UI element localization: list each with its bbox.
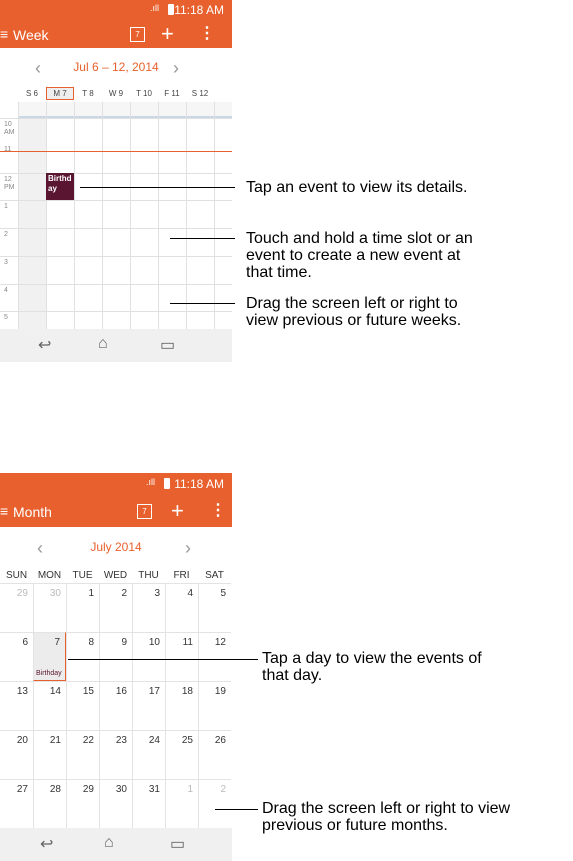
grid-line — [0, 256, 232, 257]
day-number: 25 — [181, 735, 193, 746]
day-cell[interactable] — [99, 583, 132, 632]
more-vert-icon[interactable]: ⋮ — [199, 25, 215, 42]
home-icon[interactable]: ⌂ — [98, 335, 108, 352]
day-number: 30 — [115, 784, 127, 795]
weekday-label: WED — [103, 570, 128, 581]
day-header[interactable]: T 10 — [136, 89, 152, 98]
current-time-line — [0, 151, 232, 152]
prev-chevron-icon[interactable]: ‹ — [35, 58, 41, 78]
day-number: 31 — [148, 784, 160, 795]
day-cell[interactable] — [0, 583, 33, 632]
day-cell[interactable] — [132, 730, 165, 779]
menu-icon[interactable]: ≡ — [0, 26, 9, 42]
day-cell[interactable] — [33, 779, 66, 828]
grid-line — [46, 102, 47, 332]
day-number: 13 — [16, 686, 28, 697]
hour-label: 5 — [4, 314, 8, 321]
event-birthday[interactable] — [46, 173, 74, 200]
callout-leader — [68, 659, 258, 660]
hour-label: 10 AM — [4, 121, 15, 136]
day-header[interactable]: S 6 — [25, 89, 38, 98]
day-cell[interactable] — [132, 583, 165, 632]
app-bar — [0, 495, 232, 527]
day-number: 10 — [148, 637, 160, 648]
status-time: 11:18 AM — [174, 3, 224, 17]
day-number: 29 — [16, 588, 28, 599]
day-number: 15 — [82, 686, 94, 697]
month-label: July 2014 — [90, 540, 142, 554]
day-header[interactable]: T 8 — [82, 89, 94, 98]
day-cell[interactable] — [33, 730, 66, 779]
day-number: 29 — [82, 784, 94, 795]
day-event-label: Birthday — [36, 670, 62, 677]
day-number: 17 — [148, 686, 160, 697]
callout-text: Drag the screen left or right to view previous or future weeks. — [246, 295, 462, 329]
day-cell[interactable] — [33, 632, 66, 681]
weekday-label: SUN — [5, 570, 28, 581]
day-cell[interactable] — [99, 730, 132, 779]
callout-leader — [170, 238, 235, 239]
month-screen — [0, 473, 232, 861]
day-cell[interactable] — [198, 681, 231, 730]
battery-icon — [168, 4, 174, 15]
day-cell[interactable] — [66, 681, 99, 730]
week-range: Jul 6 – 12, 2014 — [73, 60, 159, 74]
day-number: 3 — [154, 588, 160, 599]
day-number: 14 — [49, 686, 61, 697]
day-number: 28 — [49, 784, 61, 795]
day-number: 30 — [49, 588, 61, 599]
back-icon[interactable]: ↩ — [38, 337, 52, 354]
day-cell[interactable] — [99, 632, 132, 681]
grid-line — [0, 173, 232, 174]
day-cell[interactable] — [33, 583, 66, 632]
day-header[interactable]: W 9 — [108, 89, 124, 98]
signal-icon: .ıll — [150, 3, 159, 13]
week-grid[interactable] — [0, 102, 232, 332]
grid-line — [0, 311, 232, 312]
day-cell[interactable] — [66, 583, 99, 632]
view-title[interactable]: Week — [13, 27, 49, 43]
day-number: 27 — [16, 784, 28, 795]
day-number: 5 — [220, 588, 226, 599]
weekday-label: SAT — [205, 570, 224, 581]
recent-apps-icon[interactable]: ▭ — [170, 836, 186, 853]
day-number: 2 — [220, 784, 226, 795]
hour-label: 12 PM — [4, 176, 15, 191]
day-cell[interactable] — [0, 632, 33, 681]
day-number: 23 — [115, 735, 127, 746]
next-chevron-icon[interactable]: › — [173, 58, 179, 78]
day-number: 20 — [16, 735, 28, 746]
back-icon[interactable]: ↩ — [40, 836, 54, 853]
day-cell[interactable] — [198, 730, 231, 779]
day-number: 16 — [115, 686, 127, 697]
battery-icon — [164, 478, 170, 489]
more-vert-icon[interactable]: ⋮ — [210, 502, 226, 519]
weekday-label: TUE — [72, 570, 93, 581]
week-nav — [0, 60, 232, 76]
day-cell[interactable] — [132, 632, 165, 681]
next-chevron-icon[interactable]: › — [185, 538, 191, 558]
status-bar — [0, 0, 232, 20]
day-cell[interactable] — [132, 779, 165, 828]
grid-line — [214, 102, 215, 332]
system-nav-bar — [0, 329, 232, 362]
grid-line — [0, 118, 232, 119]
day-header[interactable]: S 12 — [191, 89, 209, 98]
home-icon[interactable]: ⌂ — [104, 834, 114, 851]
day-number: 19 — [214, 686, 226, 697]
callout-text: Drag the screen left or right to view previous or future months. — [262, 800, 511, 834]
week-days-header — [0, 86, 232, 102]
callout-leader — [215, 809, 258, 810]
plus-icon[interactable]: + — [171, 498, 184, 523]
day-cell[interactable] — [0, 779, 33, 828]
view-title[interactable]: Month — [13, 504, 52, 520]
month-nav — [0, 540, 232, 556]
day-number: 6 — [22, 637, 28, 648]
hour-label: 11 — [4, 146, 12, 153]
prev-chevron-icon[interactable]: ‹ — [37, 538, 43, 558]
grid-line — [158, 102, 159, 332]
day-header-selected[interactable]: M 7 — [46, 87, 74, 100]
grid-line — [0, 200, 232, 201]
day-number: 4 — [187, 588, 193, 599]
day-cell[interactable] — [198, 583, 231, 632]
month-grid[interactable] — [0, 583, 232, 828]
hour-label: 3 — [4, 259, 8, 266]
calendar-today-icon[interactable]: 7 — [130, 27, 145, 42]
day-cell[interactable] — [66, 730, 99, 779]
recent-apps-icon[interactable]: ▭ — [160, 337, 176, 354]
allday-row — [18, 102, 232, 118]
app-bar — [0, 20, 232, 48]
day-cell[interactable] — [0, 681, 33, 730]
day-cell[interactable] — [165, 681, 198, 730]
week-screen — [0, 0, 232, 362]
system-nav-bar — [0, 828, 232, 861]
grid-line — [18, 102, 19, 332]
day-cell[interactable] — [99, 779, 132, 828]
grid-line — [102, 102, 103, 332]
callout-text: Tap a day to view the events of that day. — [262, 650, 482, 684]
day-number: 18 — [181, 686, 193, 697]
day-number: 21 — [49, 735, 61, 746]
day-cell[interactable] — [165, 779, 198, 828]
callout-text: Touch and hold a time slot or an event to create a new event at that time. — [246, 230, 473, 281]
weekday-label: THU — [138, 570, 159, 581]
event-title-line: ay — [48, 184, 57, 193]
day-cell[interactable] — [66, 779, 99, 828]
hour-label: 2 — [4, 231, 8, 238]
day-cell[interactable] — [198, 779, 231, 828]
day-number: 8 — [88, 637, 94, 648]
day-number: 1 — [187, 784, 193, 795]
weekday-label: FRI — [173, 570, 190, 581]
callout-leader — [80, 187, 235, 188]
day-cell[interactable] — [165, 583, 198, 632]
day-number: 12 — [214, 637, 226, 648]
signal-icon: .ıll — [146, 477, 155, 487]
day-cell[interactable] — [132, 681, 165, 730]
day-number: 24 — [148, 735, 160, 746]
day-number: 1 — [88, 588, 94, 599]
grid-line — [0, 284, 232, 285]
day-cell[interactable] — [165, 632, 198, 681]
day-header[interactable]: F 11 — [164, 89, 180, 98]
grid-line — [74, 102, 75, 332]
callout-text: Tap an event to view its details. — [246, 179, 468, 196]
day-number: 9 — [121, 637, 127, 648]
day-cell[interactable] — [0, 730, 33, 779]
day-cell[interactable] — [66, 632, 99, 681]
status-bar — [0, 473, 232, 495]
day-cell[interactable] — [33, 681, 66, 730]
grid-line — [0, 228, 232, 229]
day-cell[interactable] — [198, 632, 231, 681]
day-cell[interactable] — [99, 681, 132, 730]
callout-leader — [170, 303, 235, 304]
grid-line — [186, 102, 187, 332]
day-number: 11 — [182, 637, 193, 648]
day-number: 2 — [121, 588, 127, 599]
status-time: 11:18 AM — [174, 477, 224, 491]
day-number: 7 — [54, 637, 60, 648]
calendar-today-icon[interactable]: 7 — [137, 504, 152, 519]
sunday-column-shade — [18, 102, 46, 332]
weekday-label: MON — [37, 570, 62, 581]
day-number: 26 — [214, 735, 226, 746]
day-number: 22 — [82, 735, 94, 746]
grid-line — [130, 102, 131, 332]
day-cell[interactable] — [165, 730, 198, 779]
plus-icon[interactable]: + — [161, 21, 174, 46]
hour-label: 4 — [4, 287, 8, 294]
event-title-line: Birthd — [48, 174, 72, 183]
hour-label: 1 — [4, 203, 8, 210]
menu-icon[interactable]: ≡ — [0, 503, 9, 519]
